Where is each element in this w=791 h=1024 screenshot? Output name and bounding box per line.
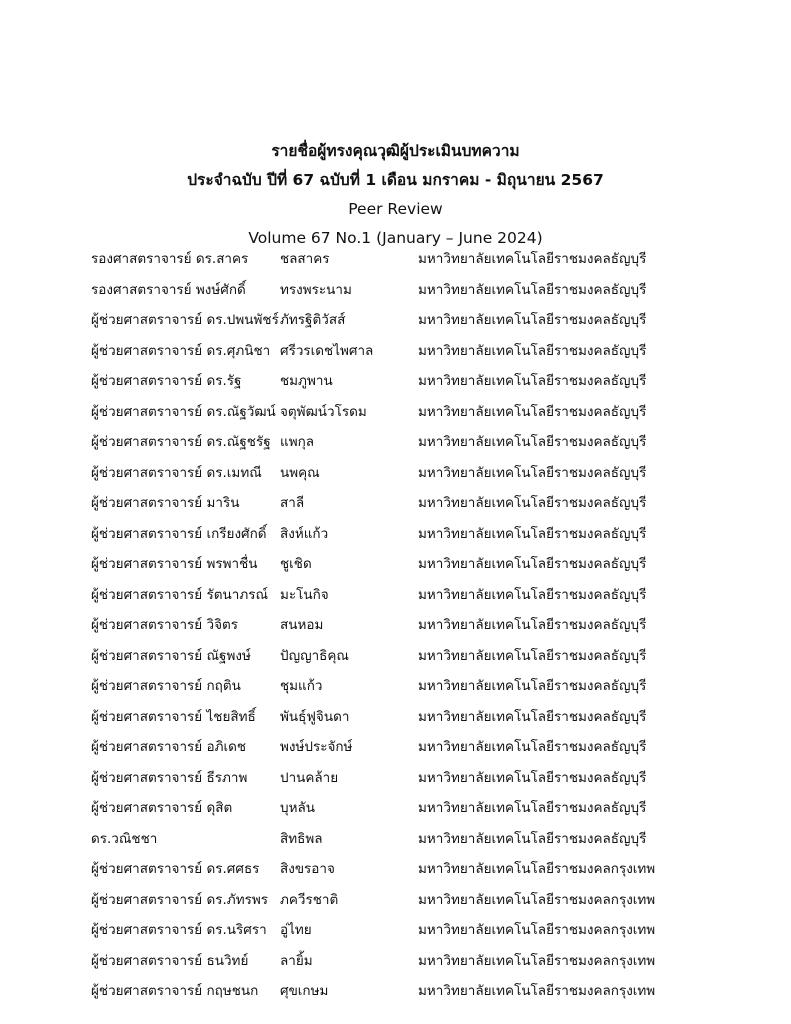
reviewer-row — [91, 671, 771, 702]
reviewer-row — [91, 488, 771, 519]
reviewer-name: รองศาสตราจารย์ ดร.สาคร — [91, 251, 249, 267]
reviewer-institution: มหาวิทยาลัยเทคโนโลยีราชมงคลธัญบุรี — [418, 525, 647, 542]
reviewer-institution: มหาวิทยาลัยเทคโนโลยีราชมงคลธัญบุรี — [418, 251, 647, 267]
reviewer-row — [91, 641, 771, 672]
reviewer-institution: มหาวิทยาลัยเทคโนโลยีราชมงคลกรุงเทพ — [418, 861, 656, 877]
reviewer-row — [91, 610, 771, 641]
reviewer-list — [91, 244, 771, 1007]
reviewer-institution: มหาวิทยาลัยเทคโนโลยีราชมงคลธัญบุรี — [418, 342, 647, 359]
reviewer-surname: จตุพัฒน์วโรดม — [280, 403, 367, 420]
reviewer-surname: สาลี — [280, 495, 305, 511]
reviewer-surname: ปัญญาธิคุณ — [280, 647, 349, 664]
reviewer-name: ผู้ช่วยศาสตราจารย์ รัตนาภรณ์ — [91, 586, 268, 603]
reviewer-institution: มหาวิทยาลัยเทคโนโลยีราชมงคลธัญบุรี — [418, 373, 647, 389]
reviewer-surname: พงษ์ประจักษ์ — [280, 739, 353, 755]
title-english: Peer Review — [348, 200, 443, 218]
reviewer-row — [91, 915, 771, 946]
reviewer-name: ผู้ช่วยศาสตราจารย์ ณัฐพงษ์ — [91, 647, 251, 664]
reviewer-row — [91, 732, 771, 763]
reviewer-row — [91, 458, 771, 489]
reviewer-row — [91, 427, 771, 458]
reviewer-row — [91, 244, 771, 275]
reviewer-row — [91, 763, 771, 794]
issue-english: Volume 67 No.1 (January – June 2024) — [248, 229, 543, 247]
reviewer-row — [91, 519, 771, 550]
reviewer-institution: มหาวิทยาลัยเทคโนโลยีราชมงคลธัญบุรี — [418, 464, 647, 481]
reviewer-institution: มหาวิทยาลัยเทคโนโลยีราชมงคลธัญบุรี — [418, 739, 647, 755]
reviewer-name: ผู้ช่วยศาสตราจารย์ เกรียงศักดิ์ — [91, 525, 267, 542]
reviewer-institution: มหาวิทยาลัยเทคโนโลยีราชมงคลธัญบุรี — [418, 312, 647, 328]
reviewer-name: รองศาสตราจารย์ พงษ์ศักดิ์ — [91, 281, 246, 298]
reviewer-institution: มหาวิทยาลัยเทคโนโลยีราชมงคลกรุงเทพ — [418, 922, 656, 938]
reviewer-surname: สิงห์แก้ว — [280, 525, 329, 542]
reviewer-surname: ศรีวรเดชไพศาล — [280, 342, 374, 359]
reviewer-row — [91, 305, 771, 336]
reviewer-surname: ชูเชิด — [280, 556, 312, 572]
reviewer-row — [91, 702, 771, 733]
reviewer-name: ผู้ช่วยศาสตราจารย์ ดุสิต — [91, 800, 233, 816]
reviewer-institution: มหาวิทยาลัยเทคโนโลยีราชมงคลธัญบุรี — [418, 495, 647, 511]
reviewer-institution: มหาวิทยาลัยเทคโนโลยีราชมงคลธัญบุรี — [418, 586, 647, 603]
reviewer-row — [91, 549, 771, 580]
reviewer-row — [91, 793, 771, 824]
reviewer-institution: มหาวิทยาลัยเทคโนโลยีราชมงคลธัญบุรี — [418, 800, 647, 816]
reviewer-name: ผู้ช่วยศาสตราจารย์ กฤษชนก — [91, 983, 259, 999]
reviewer-institution: มหาวิทยาลัยเทคโนโลยีราชมงคลกรุงเทพ — [418, 952, 656, 969]
reviewer-row — [91, 336, 771, 367]
reviewer-institution: มหาวิทยาลัยเทคโนโลยีราชมงคลธัญบุรี — [418, 647, 647, 664]
reviewer-surname: ชลสาคร — [280, 251, 330, 267]
reviewer-surname: พันธุ์ฟูจินดา — [280, 708, 350, 725]
reviewer-institution: มหาวิทยาลัยเทคโนโลยีราชมงคลธัญบุรี — [418, 617, 647, 633]
reviewer-row — [91, 275, 771, 306]
reviewer-institution: มหาวิทยาลัยเทคโนโลยีราชมงคลกรุงเทพ — [418, 983, 656, 999]
reviewer-name: ผู้ช่วยศาสตราจารย์ อภิเดช — [91, 739, 247, 755]
reviewer-row — [91, 824, 771, 855]
reviewer-surname: ชุมแก้ว — [280, 678, 323, 694]
reviewer-surname: บุหลัน — [280, 800, 315, 816]
reviewer-name: ผู้ช่วยศาสตราจารย์ ดร.ณัฐชรัฐ — [91, 434, 271, 450]
reviewer-name: ผู้ช่วยศาสตราจารย์ ดร.ปพนพัชร์ — [91, 312, 279, 328]
reviewer-name: ผู้ช่วยศาสตราจารย์ ดร.ภัทรพร — [91, 891, 269, 908]
reviewer-name: ผู้ช่วยศาสตราจารย์ ดร.เมทณี — [91, 464, 262, 481]
reviewer-name: ผู้ช่วยศาสตราจารย์ วิจิตร — [91, 617, 239, 633]
reviewer-name: ผู้ช่วยศาสตราจารย์ มาริน — [91, 495, 240, 511]
reviewer-institution: มหาวิทยาลัยเทคโนโลยีราชมงคลธัญบุรี — [418, 769, 647, 786]
reviewer-surname: สิงขรอาจ — [280, 861, 335, 877]
page-header — [0, 137, 791, 253]
reviewer-institution: มหาวิทยาลัยเทคโนโลยีราชมงคลธัญบุรี — [418, 556, 647, 572]
reviewer-surname: ภควีรชาติ — [280, 891, 339, 908]
reviewer-name: ผู้ช่วยศาสตราจารย์ พรพาชื่น — [91, 556, 258, 572]
reviewer-surname: ภัทรฐิติวัสส์ — [280, 312, 346, 328]
reviewer-surname: ศุขเกษม — [280, 983, 329, 999]
reviewer-name: ผู้ช่วยศาสตราจารย์ ธนวิทย์ — [91, 952, 249, 969]
reviewer-surname: แพกุล — [280, 434, 315, 450]
reviewer-surname: ทรงพระนาม — [280, 281, 352, 298]
reviewer-name: ผู้ช่วยศาสตราจารย์ กฤติน — [91, 678, 241, 694]
reviewer-name: ผู้ช่วยศาสตราจารย์ ไชยสิทธิ์ — [91, 708, 256, 725]
reviewer-surname: สนหอม — [280, 617, 324, 633]
reviewer-row — [91, 976, 771, 1007]
reviewer-institution: มหาวิทยาลัยเทคโนโลยีราชมงคลธัญบุรี — [418, 830, 647, 847]
reviewer-row — [91, 397, 771, 428]
reviewer-row — [91, 854, 771, 885]
reviewer-surname: อู่ไทย — [280, 922, 312, 938]
reviewer-row — [91, 885, 771, 916]
reviewer-surname: มะโนกิจ — [280, 586, 329, 603]
reviewer-surname: นพคุณ — [280, 464, 320, 481]
reviewer-name: ผู้ช่วยศาสตราจารย์ ดร.ณัฐวัฒน์ — [91, 403, 276, 420]
reviewer-institution: มหาวิทยาลัยเทคโนโลยีราชมงคลธัญบุรี — [418, 281, 647, 298]
reviewer-name: ผู้ช่วยศาสตราจารย์ ธีรภาพ — [91, 769, 248, 786]
reviewer-surname: ชมภูพาน — [280, 373, 333, 389]
reviewer-institution: มหาวิทยาลัยเทคโนโลยีราชมงคลกรุงเทพ — [418, 891, 656, 908]
reviewer-institution: มหาวิทยาลัยเทคโนโลยีราชมงคลธัญบุรี — [418, 678, 647, 694]
reviewer-row — [91, 366, 771, 397]
reviewer-name: ผู้ช่วยศาสตราจารย์ ดร.รัฐ — [91, 373, 242, 389]
reviewer-row — [91, 580, 771, 611]
reviewer-name: ผู้ช่วยศาสตราจารย์ ดร.นริศรา — [91, 922, 267, 938]
reviewer-institution: มหาวิทยาลัยเทคโนโลยีราชมงคลธัญบุรี — [418, 434, 647, 450]
reviewer-row — [91, 946, 771, 977]
reviewer-name: ผู้ช่วยศาสตราจารย์ ดร.ศศธร — [91, 861, 260, 877]
reviewer-name: ผู้ช่วยศาสตราจารย์ ดร.ศุภนิชา — [91, 342, 271, 359]
issue-thai: ประจำฉบับ ปีที่ 67 ฉบับที่ 1 เดือน มกราคม - มิถุนายน 2567 — [187, 171, 604, 189]
reviewer-institution: มหาวิทยาลัยเทคโนโลยีราชมงคลธัญบุรี — [418, 403, 647, 420]
reviewer-surname: ปานคล้าย — [280, 769, 339, 786]
reviewer-institution: มหาวิทยาลัยเทคโนโลยีราชมงคลธัญบุรี — [418, 708, 647, 725]
reviewer-surname: ลายิ้ม — [280, 952, 313, 969]
reviewer-surname: สิทธิพล — [280, 830, 323, 847]
reviewer-name: ดร.วณิชชา — [91, 830, 158, 847]
title-thai: รายชื่อผู้ทรงคุณวุฒิผู้ประเมินบทความ — [271, 142, 520, 160]
